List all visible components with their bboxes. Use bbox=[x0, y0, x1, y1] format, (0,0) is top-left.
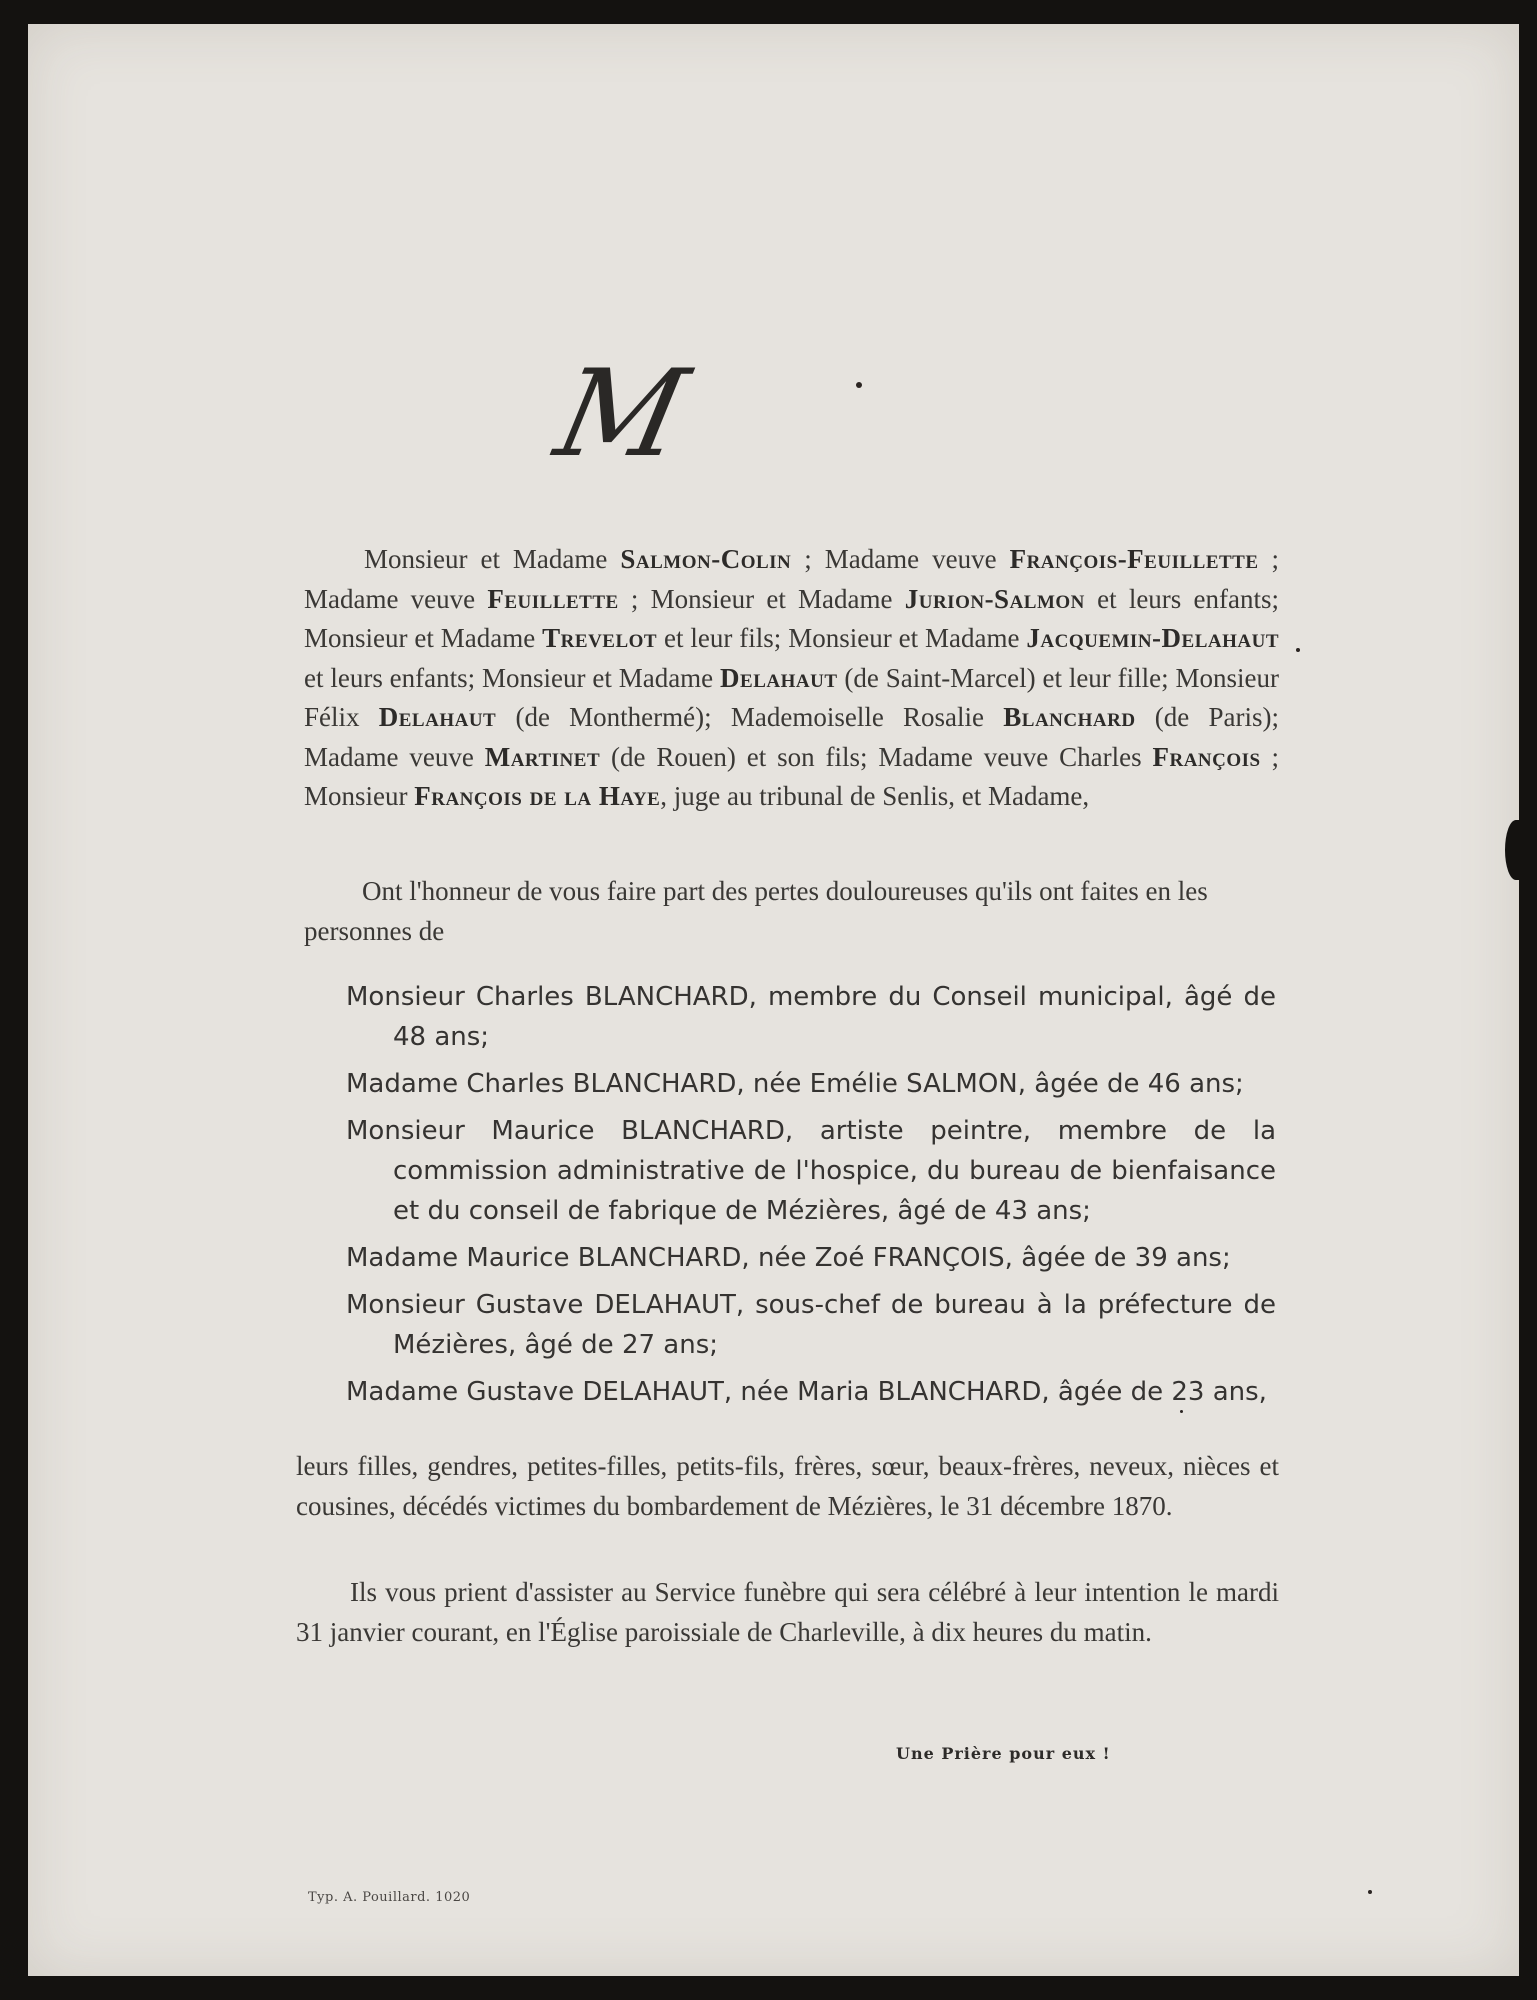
ink-speck bbox=[856, 382, 862, 388]
deceased-entry: Madame Gustave DELAHAUT, née Maria BLANCHARD, âgée de 23 ans, bbox=[346, 1377, 1267, 1407]
intro-fragment: et leur fils; Monsieur et Madame bbox=[657, 623, 1027, 653]
service-paragraph bbox=[296, 1573, 1279, 1652]
family-name: Blanchard bbox=[1003, 702, 1136, 732]
family-name: Delahaut bbox=[720, 662, 838, 693]
deceased-list bbox=[346, 977, 1276, 1419]
intro-fragment: , juge au tribunal de Senlis, et Madame, bbox=[660, 781, 1090, 811]
family-name: Delahaut bbox=[378, 702, 497, 732]
intro-fragment: Monsieur et Madame bbox=[364, 544, 621, 574]
intro-fragment: (de Monthermé); Mademoiselle Rosalie bbox=[496, 702, 1004, 732]
service-text: Ils vous prient d'assister au Service funèbre qui sera célébré à leur intention le mardi 31 janvier courant, en l'Église paroissiale de Charleville, à dix heures du matin. bbox=[296, 1577, 1279, 1647]
intro-fragment: ; Monsieur et Madame bbox=[618, 583, 905, 614]
intro-fragment: (de Paris); Madame veuve bbox=[304, 702, 1279, 772]
family-name: François bbox=[1152, 741, 1261, 772]
ink-speck bbox=[1296, 648, 1300, 652]
family-name: Martinet bbox=[484, 741, 601, 772]
family-name: François-Feuillette bbox=[1009, 544, 1259, 574]
printer-credit: Typ. A. Pouillard. 1020 bbox=[308, 1890, 471, 1905]
intro-fragment: et leurs enfants; Monsieur et Madame bbox=[304, 662, 721, 693]
deceased-entry: Madame Maurice BLANCHARD, née Zoé FRANÇOIS, âgée de 39 ans; bbox=[346, 1243, 1231, 1273]
intro-fragment: ; Madame veuve bbox=[304, 544, 1279, 614]
family-name: Salmon-Colin bbox=[620, 544, 792, 574]
intro-text bbox=[304, 544, 1279, 811]
intro-paragraph bbox=[304, 540, 1279, 817]
family-name: Jacquemin-Delahaut bbox=[1026, 623, 1279, 653]
intro-fragment: ; Monsieur bbox=[304, 741, 1279, 811]
intro-fragment: (de Rouen) et son fils; Madame veuve Charles bbox=[600, 741, 1153, 772]
intro-fragment: (de Saint-Marcel) et leur fille; Monsieur Félix bbox=[304, 662, 1279, 732]
ink-speck bbox=[1180, 1410, 1183, 1413]
deceased-entry: Madame Charles BLANCHARD, née Emélie SALMON, âgée de 46 ans; bbox=[346, 1069, 1244, 1099]
family-name: Trevelot bbox=[542, 623, 658, 653]
torn-edge bbox=[1505, 820, 1527, 880]
ink-speck bbox=[1368, 1890, 1372, 1894]
announcement-text: Ont l'honneur de vous faire part des pertes douloureuses qu'ils ont faites en les personnes de bbox=[304, 876, 1208, 946]
deceased-entry: Monsieur Charles BLANCHARD, membre du Conseil municipal, âgé de 48 ans; bbox=[346, 982, 1276, 1052]
prayer-line: Une Prière pour eux ! bbox=[896, 1744, 1111, 1763]
announcement-paragraph bbox=[304, 872, 1279, 951]
family-name: Feuillette bbox=[487, 583, 619, 614]
relations-paragraph: leurs filles, gendres, petites-filles, petits-fils, frères, sœur, beaux-frères, neveux, nièces et cousines, décédés victimes du bombardement de Mézières, le 31 décembre 1870. bbox=[296, 1451, 1279, 1521]
intro-fragment: et leurs enfants; Monsieur et Madame bbox=[304, 583, 1279, 653]
deceased-entry: Monsieur Gustave DELAHAUT, sous-chef de bureau à la préfecture de Mézières, âgé de 27 ans; bbox=[346, 1290, 1276, 1360]
family-name: François de la Haye bbox=[414, 781, 661, 811]
decorative-initial: M bbox=[545, 345, 696, 484]
deceased-entry: Monsieur Maurice BLANCHARD, artiste peintre, membre de la commission administrative de l'hospice, du bureau de bienfaisance et du conseil de fabrique de Mézières, âgé de 43 ans; bbox=[346, 1116, 1276, 1226]
intro-fragment: ; Madame veuve bbox=[791, 544, 1010, 574]
family-name: Jurion-Salmon bbox=[904, 583, 1085, 614]
